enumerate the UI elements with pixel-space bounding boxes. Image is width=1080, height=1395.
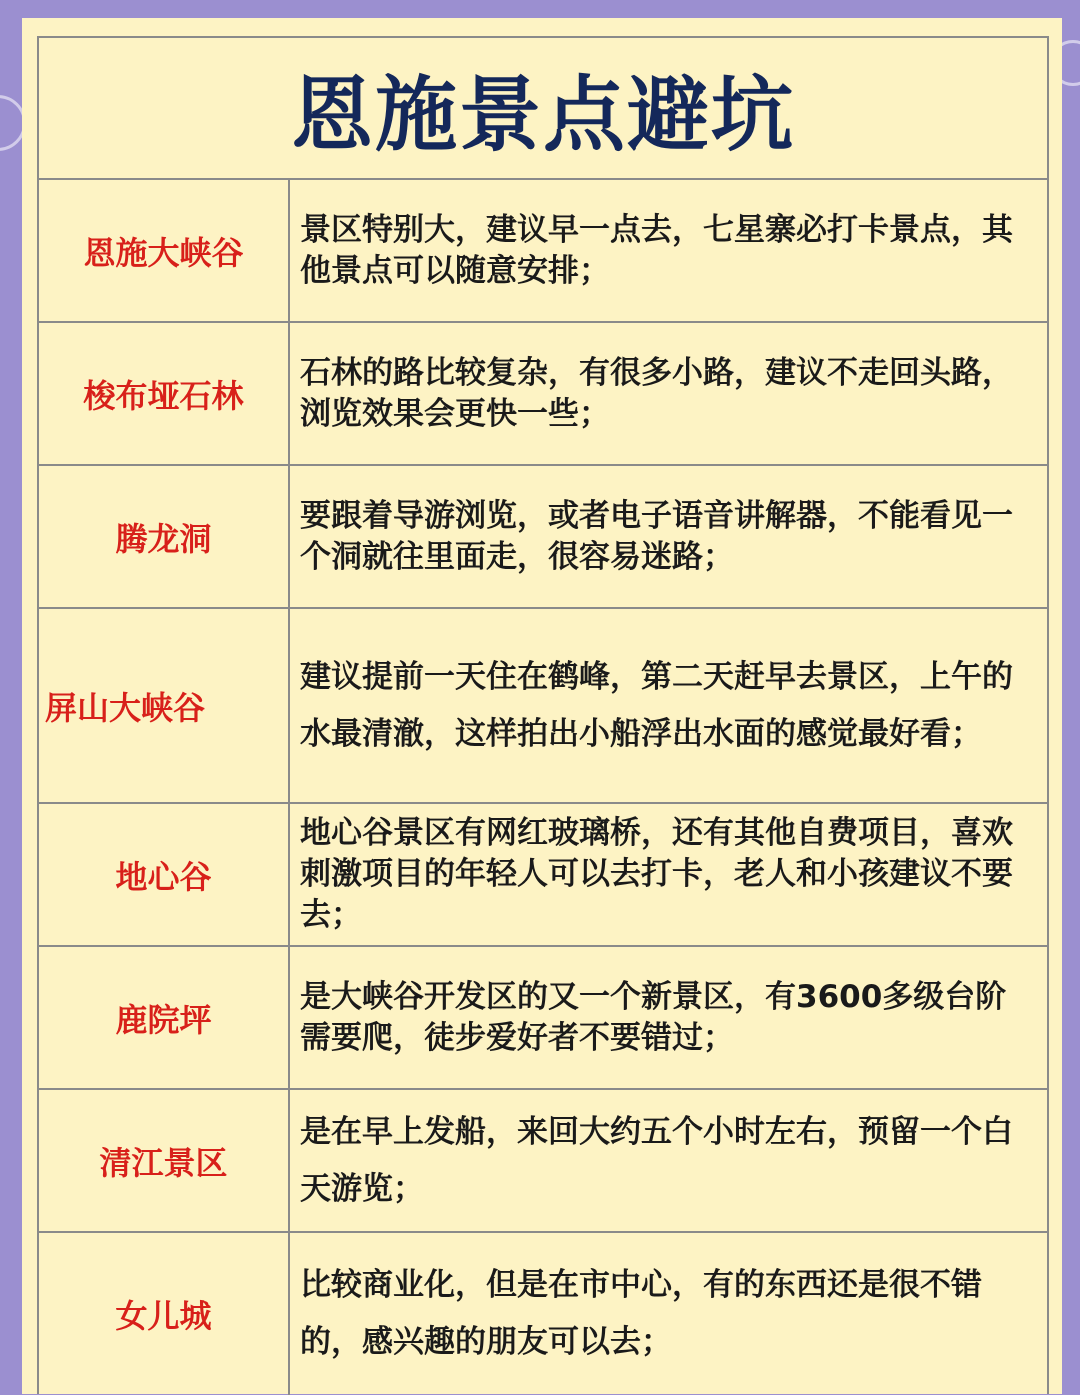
- attraction-name: 女儿城: [39, 1233, 290, 1395]
- attraction-name: 屏山大峡谷: [39, 609, 290, 802]
- page-title: 恩施景点避坑: [290, 67, 795, 163]
- table-row: [39, 947, 1047, 1090]
- table-row: [39, 1233, 1047, 1395]
- attraction-tip: 景区特别大，建议早一点去，七星寨必打卡景点，其他景点可以随意安排；: [300, 211, 1013, 289]
- attraction-tip: 比较商业化，但是在市中心，有的东西还是很不错的，感兴趣的朋友可以去；: [300, 1267, 982, 1360]
- attraction-tip: 建议提前一天住在鹤峰，第二天赶早去景区，上午的水最清澈，这样拍出小船浮出水面的感觉最好看；: [300, 658, 1013, 752]
- table-row: [39, 466, 1047, 609]
- title-row: [39, 38, 1047, 180]
- table-row: [39, 609, 1047, 804]
- attraction-name: 梭布垭石林: [39, 323, 290, 464]
- attraction-name: 清江景区: [39, 1090, 290, 1231]
- attraction-tip: 是大峡谷开发区的又一个新景区，有3600多级台阶需要爬，徒步爱好者不要错过；: [300, 978, 1007, 1056]
- table-row: [39, 323, 1047, 466]
- attraction-name: 鹿院坪: [39, 947, 290, 1088]
- attraction-tip: 石林的路比较复杂，有很多小路，建议不走回头路，浏览效果会更快一些；: [300, 354, 1013, 432]
- attraction-name: 恩施大峡谷: [39, 180, 290, 321]
- content-card: [22, 18, 1062, 1394]
- attraction-tip: 地心谷景区有网红玻璃桥，还有其他自费项目，喜欢刺激项目的年轻人可以去打卡，老人和小孩建议不要去；: [300, 815, 1013, 933]
- attraction-tip: 是在早上发船，来回大约五个小时左右，预留一个白天游览；: [300, 1113, 1013, 1207]
- attraction-name: 腾龙洞: [39, 466, 290, 607]
- table-row: [39, 804, 1047, 947]
- attraction-name: 地心谷: [39, 804, 290, 945]
- tips-table: [37, 36, 1049, 1394]
- table-row: [39, 180, 1047, 323]
- table-row: [39, 1090, 1047, 1233]
- attraction-tip: 要跟着导游浏览，或者电子语音讲解器，不能看见一个洞就往里面走，很容易迷路；: [300, 497, 1013, 575]
